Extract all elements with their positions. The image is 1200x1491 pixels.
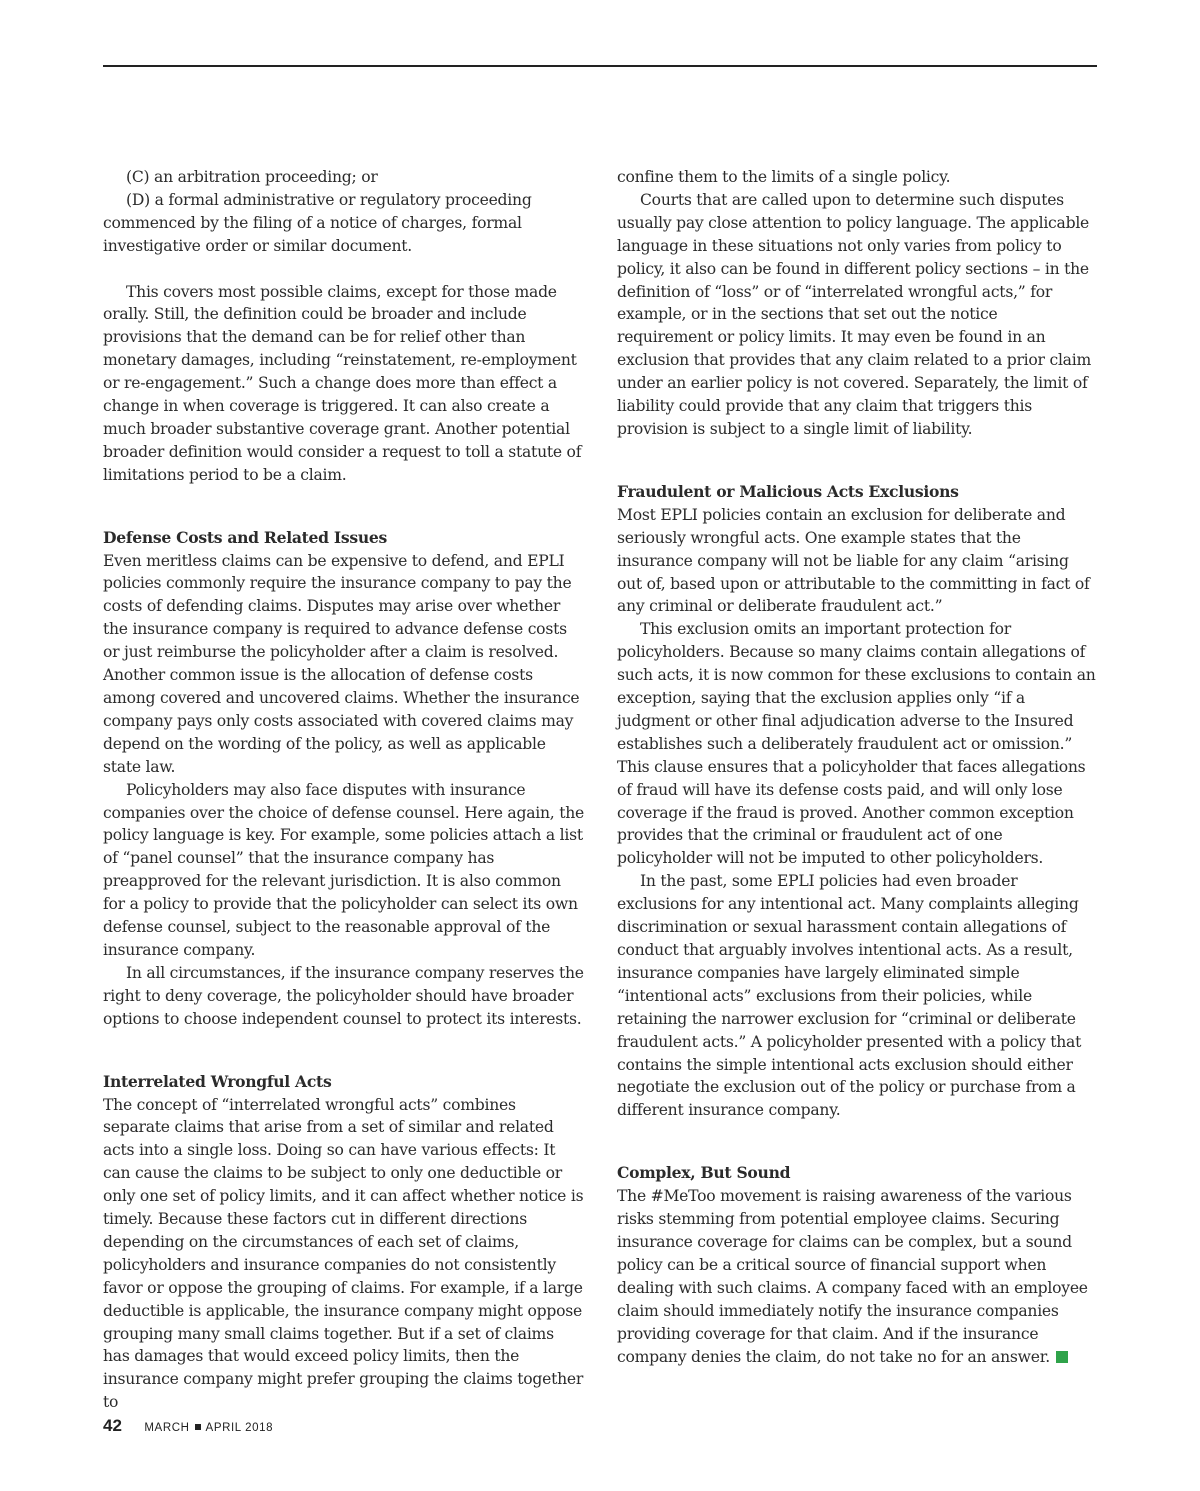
issue-month-end: APRIL 2018 xyxy=(205,1422,274,1434)
section-heading-fraudulent-acts: Fraudulent or Malicious Acts Exclusions xyxy=(617,481,959,501)
paragraph-interrelated: The concept of “interrelated wrongful acts” combines separate claims that arise from a set of similar and related acts into a single loss. Doing so can have various effects: It can cause the claims to be subject to only one deductible or only one set of policy limits, and it can affect whether notice is timely. Because these factors cut in different directions depending on the circumstances of each set of claims, policyholders and insurance companies do not consistently favor or oppose the grouping of claims. For example, if a large deductible is applicable, the insurance company might oppose grouping many small claims together. But if a set of claims has damages that would exceed policy limits, then the insurance company might prefer grouping the claims together to xyxy=(103,1095,584,1412)
paragraph-defense-1: Even meritless claims can be expensive to defend, and EPLI policies commonly require the insurance company to pay the costs of defending claims. Disputes may arise over whether the insurance company is required to advance defense costs or just reimburse the policyholder after a claim is resolved. Another common issue is the allocation of defense costs among covered and uncovered claims. Whether the insurance company pays only costs associated with covered claims may depend on the wording of the policy, as well as applicable state law. xyxy=(103,551,580,776)
section-heading-defense-costs: Defense Costs and Related Issues xyxy=(103,527,387,547)
paragraph-complex xyxy=(617,1185,1098,1368)
page-footer xyxy=(103,1416,273,1436)
list-item-d: (D) a formal administrative or regulatory proceeding commenced by the filing of a notice of charges, formal investigative order or similar document. xyxy=(103,190,532,255)
left-column xyxy=(103,166,584,1414)
paragraph-fraud-1: Most EPLI policies contain an exclusion for deliberate and seriously wrongful acts. One example states that the insurance company will not be liable for any claim “arising out of, based upon or attributable to the committing in fact of any criminal or deliberate fraudulent act.” xyxy=(617,505,1090,616)
top-rule xyxy=(103,65,1097,67)
list-item-c: (C) an arbitration proceeding; or xyxy=(126,168,378,186)
paragraph-fraud-3: In the past, some EPLI policies had even broader exclusions for any intentional act. Many complaints alleging discrimination or sexual harassment contain allegations of conduct that arguably involves intentional acts. As a result, insurance companies have largely eliminated simple “intentional acts” exclusions from their policies, while retaining the narrower exclusion for “criminal or deliberate fraudulent acts.” A policyholder presented with a policy that contains the simple intentional acts exclusion should either negotiate the exclusion out of the policy or purchase from a different insurance company. xyxy=(617,872,1082,1120)
end-of-article-square-icon xyxy=(1056,1351,1068,1363)
paragraph-fraud-2: This exclusion omits an important protection for policyholders. Because so many claims contain allegations of such acts, it is now common for these exclusions to contain an exception, saying that the exclusion applies only “if a judgment or other final adjudication adverse to the Insured establishes such a deliberately fraudulent act or omission.” This clause ensures that a policyholder that faces allegations of fraud will have its defense costs paid, and will only lose coverage if the fraud is proved. Another common exception provides that the criminal or fraudulent act of one policyholder will not be imputed to other policyholders. xyxy=(617,620,1096,868)
issue-date xyxy=(144,1422,273,1434)
right-column xyxy=(617,166,1098,1368)
paragraph-defense-3: In all circumstances, if the insurance company reserves the right to deny coverage, the policyholder should have broader options to choose independent counsel to protect its interests. xyxy=(103,963,584,1028)
paragraph-claims-coverage: This covers most possible claims, except for those made orally. Still, the definition could be broader and include provisions that the demand can be for relief other than monetary damages, including “reinstatement, re-employment or re-engagement.” Such a change does more than effect a change in when coverage is triggered. It can also create a much broader substantive coverage grant. Another potential broader definition would consider a request to toll a statute of limitations period to be a claim. xyxy=(103,282,582,484)
section-heading-complex-but-sound: Complex, But Sound xyxy=(617,1163,791,1183)
paragraph-continued: confine them to the limits of a single policy. xyxy=(617,168,951,186)
paragraph-complex-text: The #MeToo movement is raising awareness of the various risks stemming from potential employee claims. Securing insurance coverage for claims can be complex, but a sound policy can be a critical source of financial support when dealing with such claims. A company faced with an employee claim should immediately notify the insurance companies providing coverage for that claim. And if the insurance company denies the claim, do not take no for an answer. xyxy=(617,1187,1088,1366)
paragraph-defense-2: Policyholders may also face disputes with insurance companies over the choice of defense counsel. Here again, the policy language is key. For example, some policies attach a list of “panel counsel” that the insurance company has preapproved for the relevant jurisdiction. It is also common for a policy to provide that the policyholder can select its own defense counsel, subject to the reasonable approval of the insurance company. xyxy=(103,780,584,959)
paragraph-courts: Courts that are called upon to determine such disputes usually pay close attention to policy language. The applicable language in these situations not only varies from policy to policy, it also can be found in different policy sections – in the definition of “loss” or of “interrelated wrongful acts,” for example, or in the sections that set out the notice requirement or policy limits. It may even be found in an exclusion that provides that any claim related to a prior claim under an earlier policy is not covered. Separately, the limit of liability could provide that any claim that triggers this provision is subject to a single limit of liability. xyxy=(617,190,1091,438)
page-number: 42 xyxy=(103,1416,122,1435)
section-heading-interrelated-acts: Interrelated Wrongful Acts xyxy=(103,1071,332,1091)
issue-month-start: MARCH xyxy=(144,1422,190,1434)
square-separator-icon xyxy=(195,1424,201,1430)
